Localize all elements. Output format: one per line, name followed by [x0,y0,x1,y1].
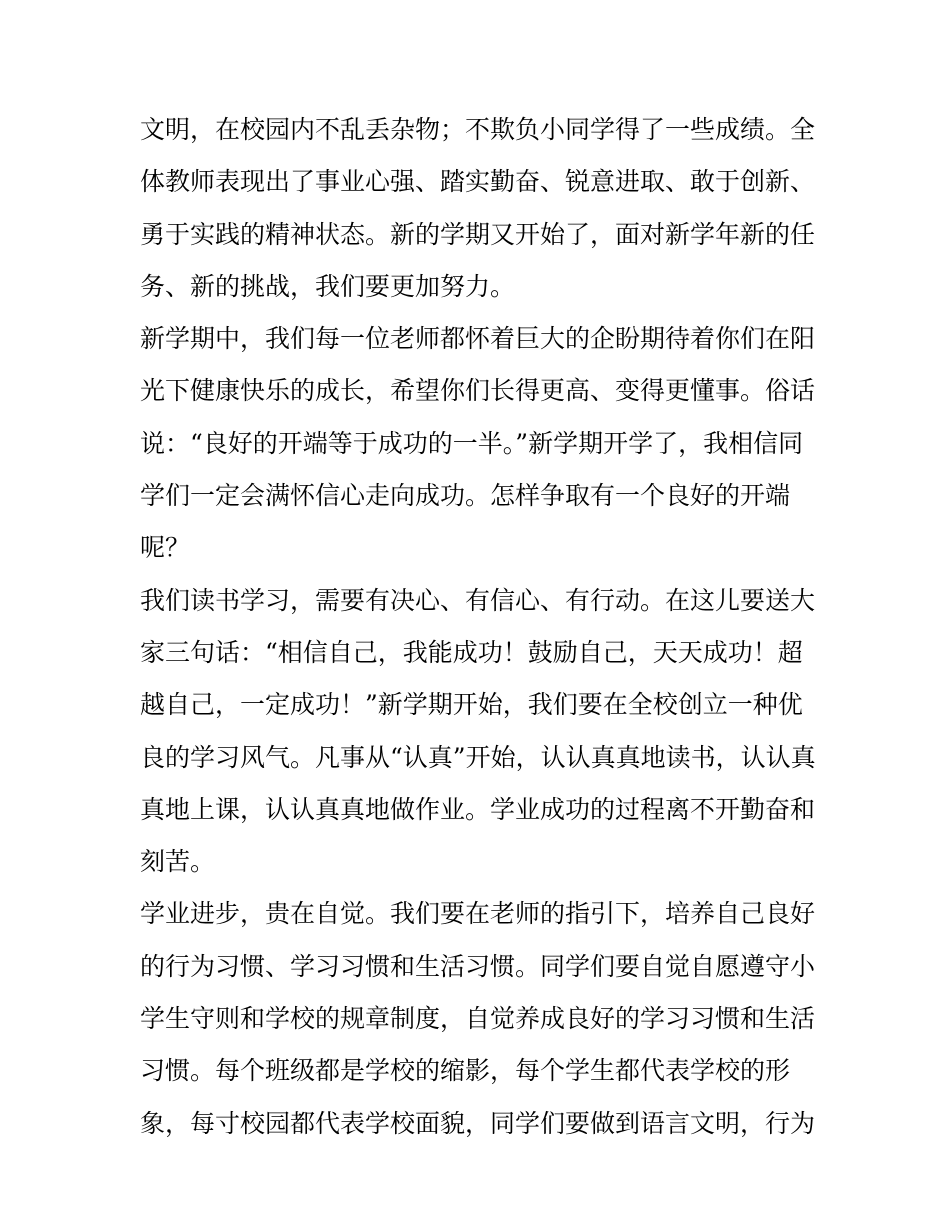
text-line: 的行为习惯、学习习惯和生活习惯。同学们要自觉自愿遵守小 [140,951,816,981]
text-line: 真地上课，认认真真地做作业。学业成功的过程离不开勤奋和 [140,794,816,824]
text-line: 象，每寸校园都代表学校面貌，同学们要做到语言文明，行为 [140,1108,816,1138]
text-line: 刻苦。 [140,847,216,877]
text-line: 体教师表现出了事业心强、踏实勤奋、锐意进取、敢于创新、 [140,167,816,197]
text-line: 家三句话：“相信自己，我能成功！鼓励自己，天天成功！超 [140,637,803,667]
text-line: 良的学习风气。凡事从“认真”开始，认认真真地读书，认认真 [140,742,816,772]
text-line: 光下健康快乐的成长，希望你们长得更高、变得更懂事。俗话 [140,376,816,406]
text-line: 呢？ [140,533,191,563]
text-line: 说：“良好的开端等于成功的一半。”新学期开学了，我相信同 [140,428,804,458]
text-line: 我们读书学习，需要有决心、有信心、有行动。在这儿要送大 [140,585,816,615]
text-line: 务、新的挑战，我们要更加努力。 [140,271,516,301]
text-line: 学业进步，贵在自觉。我们要在老师的指引下，培养自己良好 [140,899,816,929]
document-body [140,104,820,1150]
text-line: 越自己，一定成功！”新学期开始，我们要在全校创立一种优 [140,690,803,720]
text-line: 新学期中，我们每一位老师都怀着巨大的企盼期待着你们在阳 [140,324,816,354]
text-line: 学们一定会满怀信心走向成功。怎样争取有一个良好的开端 [140,481,791,511]
text-line: 勇于实践的精神状态。新的学期又开始了，面对新学年新的任 [140,219,816,249]
text-line: 文明，在校园内不乱丢杂物；不欺负小同学得了一些成绩。全 [140,115,816,144]
text-line: 习惯。每个班级都是学校的缩影，每个学生都代表学校的形 [140,1056,791,1086]
text-line: 学生守则和学校的规章制度，自觉养成良好的学习习惯和生活 [140,1004,816,1034]
